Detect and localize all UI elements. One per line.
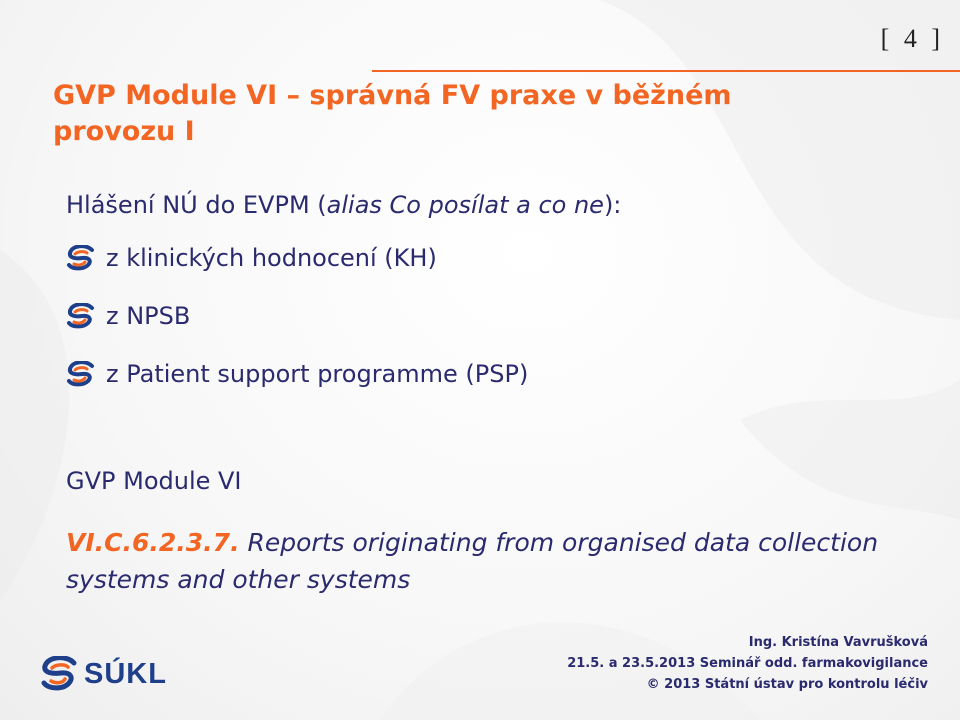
sukl-swirl-icon	[66, 303, 96, 329]
report-code: VI.C.6.2.3.7.	[66, 528, 240, 557]
footer-copyright: © 2013 Státní ústav pro kontrolu léčiv	[646, 677, 928, 692]
sukl-logo-icon	[40, 656, 80, 692]
bullet-list	[66, 243, 528, 417]
list-item	[66, 301, 528, 330]
lead-italic: alias Co posílat a co ne	[326, 191, 604, 219]
footer-event: 21.5. a 23.5.2013 Seminář odd. farmakovigilance	[567, 656, 928, 671]
slide-title: GVP Module VI – správná FV praxe v běžném provozu I	[53, 80, 732, 147]
list-item	[66, 359, 528, 388]
report-title: Reports originating from organised data collection systems and other systems	[66, 528, 879, 594]
bullet-text: z Patient support programme (PSP)	[106, 359, 529, 388]
lead-prefix: Hlášení NÚ do EVPM (	[66, 191, 327, 219]
bullet-text: z NPSB	[106, 301, 191, 330]
bullet-text: z klinických hodnocení (KH)	[106, 243, 437, 272]
sukl-logo	[40, 656, 167, 692]
module-heading: GVP Module VI	[66, 467, 242, 495]
list-item	[66, 243, 528, 272]
lead-suffix: ):	[603, 191, 622, 219]
lead-text	[66, 191, 621, 219]
logo-text: SÚKL	[84, 657, 167, 690]
report-text	[66, 524, 936, 598]
page-number: [ 4 ]	[880, 24, 944, 53]
sukl-swirl-icon	[66, 361, 96, 387]
footer-author: Ing. Kristína Vavrušková	[748, 635, 928, 650]
sukl-swirl-icon	[66, 245, 96, 271]
top-rule	[372, 70, 960, 72]
footer	[567, 632, 928, 695]
